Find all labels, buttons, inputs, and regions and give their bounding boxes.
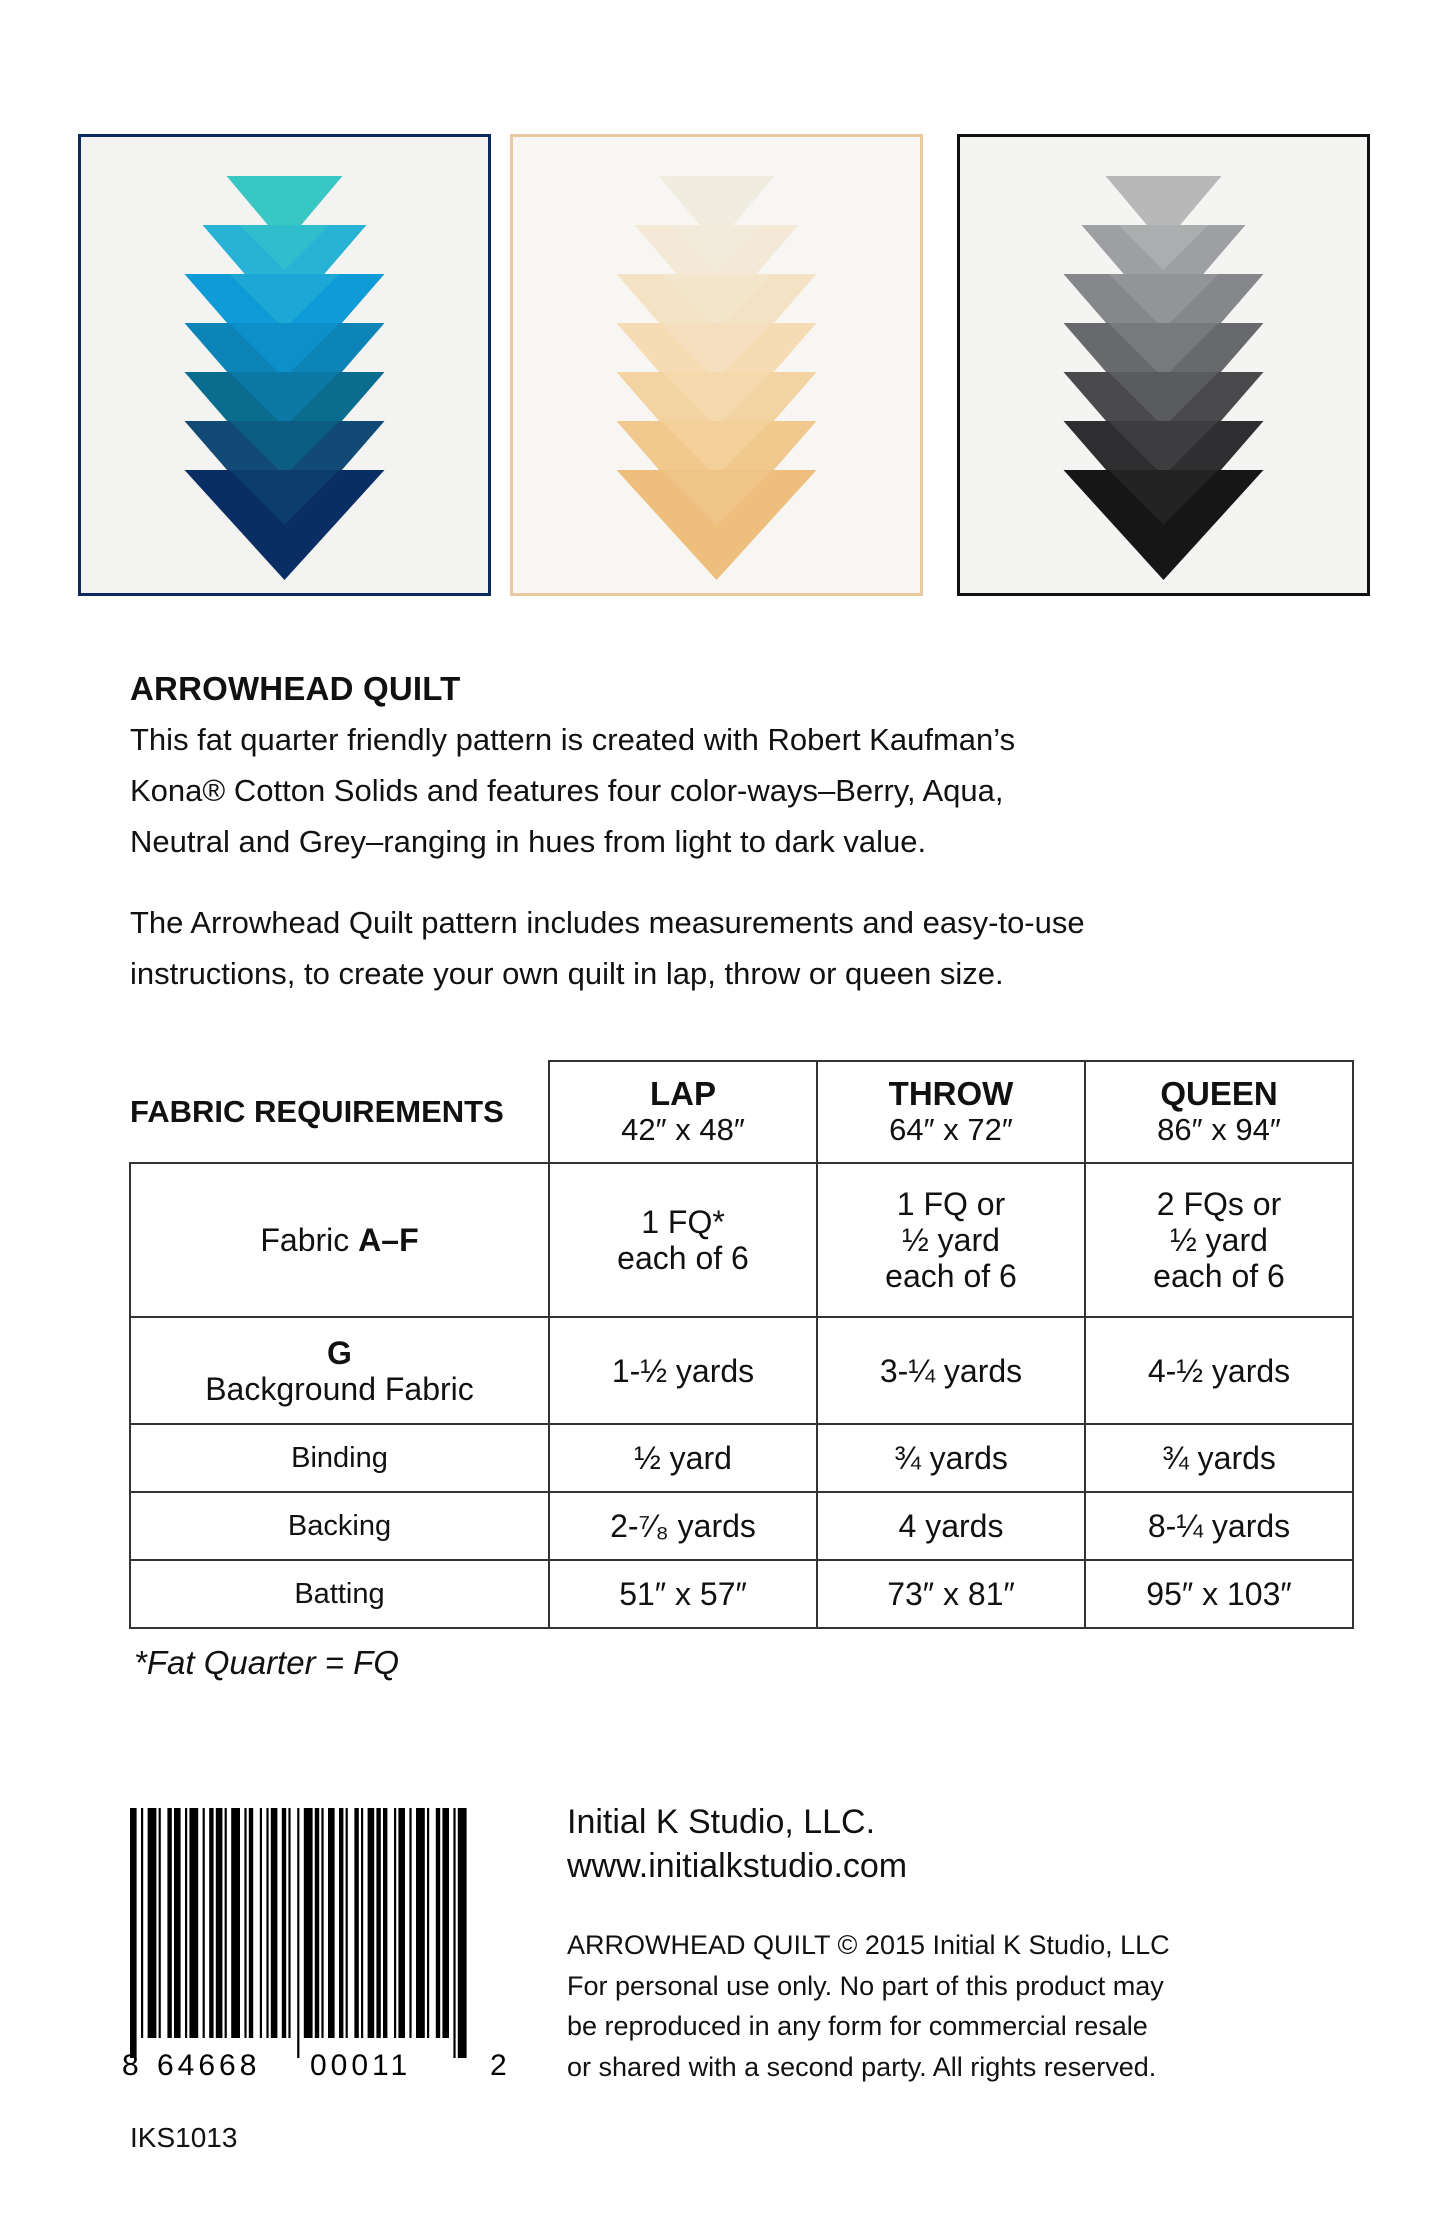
table-row-backing xyxy=(130,1492,1353,1560)
cell-throw: ¾ yards xyxy=(817,1424,1085,1492)
barcode-bar xyxy=(394,1808,396,2038)
cell-throw: 73″ x 81″ xyxy=(817,1560,1085,1628)
cell-lap: 1-½ yards xyxy=(549,1317,817,1424)
neutral-quilt-image xyxy=(510,134,923,596)
row-label-backing: Backing xyxy=(130,1492,549,1560)
cell-lap: 51″ x 57″ xyxy=(549,1560,817,1628)
barcode-bar xyxy=(159,1808,161,2038)
legal-line: be reproduced in any form for commercial resale xyxy=(567,2011,1148,2041)
legal-line: ARROWHEAD QUILT © 2015 Initial K Studio, LLC xyxy=(567,1930,1170,1960)
barcode-bar xyxy=(288,1808,290,2038)
barcode-bar xyxy=(266,1808,268,2038)
size-name: LAP xyxy=(650,1075,716,1112)
barcode-bar xyxy=(271,1808,278,2038)
cell-line: each of 6 xyxy=(1153,1258,1285,1294)
size-dims: 86″ x 94″ xyxy=(1157,1112,1281,1147)
cell-throw: 3-¼ yards xyxy=(817,1317,1085,1424)
label-bold: A–F xyxy=(358,1222,419,1258)
legal-line: or shared with a second party. All rights reserved. xyxy=(567,2051,1157,2082)
cell-line: ½ yard xyxy=(902,1222,1000,1258)
barcode xyxy=(120,1805,520,2085)
company-name: Initial K Studio, LLC. xyxy=(567,1803,876,1841)
barcode-bar xyxy=(315,1808,319,2038)
table-row-fabric-af xyxy=(130,1163,1353,1317)
cell-throw xyxy=(817,1163,1085,1317)
barcode-bar xyxy=(189,1808,198,2038)
intro-paragraph-1 xyxy=(130,714,1330,867)
cell-lap xyxy=(549,1163,817,1317)
legal-notice xyxy=(567,1925,1170,2087)
barcode-digit: 8 xyxy=(122,2049,139,2082)
size-dims: 42″ x 48″ xyxy=(621,1112,745,1147)
table-row-batting xyxy=(130,1560,1353,1628)
barcode-bar xyxy=(339,1808,343,2038)
size-name: QUEEN xyxy=(1160,1075,1278,1112)
barcode-bar xyxy=(244,1808,246,2038)
barcode-bar xyxy=(427,1808,429,2038)
table-row-binding xyxy=(130,1424,1353,1492)
size-dims: 64″ x 72″ xyxy=(889,1112,1013,1147)
barcode-bar xyxy=(130,1808,137,2058)
barcode-bar xyxy=(225,1808,227,2038)
cell-line: each of 6 xyxy=(885,1258,1017,1294)
barcode-bar xyxy=(185,1808,187,2038)
barcode-bar xyxy=(260,1808,262,2038)
barcode-bar xyxy=(231,1808,240,2038)
fabric-requirements-table xyxy=(129,1060,1354,1629)
cell-lap: 2-⁷⁄₈ yards xyxy=(549,1492,817,1560)
table-header-row xyxy=(130,1061,1353,1163)
barcode-bar xyxy=(203,1808,205,2038)
barcode-bar xyxy=(174,1808,181,2038)
cell-line: each of 6 xyxy=(617,1240,749,1276)
intro-section xyxy=(130,664,1330,999)
legal-line: For personal use only. No part of this product may xyxy=(567,1970,1164,2001)
aqua-quilt-image xyxy=(78,134,491,596)
size-header-lap xyxy=(549,1061,817,1163)
row-label-background xyxy=(130,1317,549,1424)
barcode-bar xyxy=(304,1808,313,2038)
cell-queen: 8-¼ yards xyxy=(1085,1492,1353,1560)
cell-queen: 95″ x 103″ xyxy=(1085,1560,1353,1628)
cell-queen: 4-½ yards xyxy=(1085,1317,1353,1424)
cell-line: 1 FQ or xyxy=(896,1186,1006,1222)
size-header-queen xyxy=(1085,1061,1353,1163)
footnote: *Fat Quarter = FQ xyxy=(134,1644,399,1681)
pattern-title: ARROWHEAD QUILT xyxy=(130,670,461,707)
barcode-bar xyxy=(416,1808,425,2038)
barcode-bar xyxy=(354,1808,358,2038)
label-text: Background Fabric xyxy=(205,1370,474,1407)
intro-line: Kona® Cotton Solids and features four color-ways–Berry, Aqua, xyxy=(130,773,1004,808)
barcode-bar xyxy=(453,1808,455,2058)
barcode-bar xyxy=(148,1808,157,2038)
barcode-bar xyxy=(442,1808,449,2038)
barcode-bar xyxy=(321,1808,323,2038)
barcode-bar xyxy=(249,1808,253,2038)
barcode-bar xyxy=(368,1808,375,2038)
row-label-batting: Batting xyxy=(130,1560,549,1628)
barcode-bar xyxy=(398,1808,405,2038)
barcode-bar xyxy=(167,1808,171,2038)
intro-paragraph-2 xyxy=(130,897,1330,999)
barcode-bar xyxy=(328,1808,335,2038)
size-name: THROW xyxy=(888,1075,1014,1112)
barcode-bar xyxy=(141,1808,143,2038)
label-prefix: Fabric xyxy=(260,1222,359,1258)
barcode-bar xyxy=(458,1808,467,2058)
cell-queen xyxy=(1085,1163,1353,1317)
barcode-bar xyxy=(297,1808,299,2058)
barcode-bar xyxy=(346,1808,348,2038)
barcode-digits: 64668 xyxy=(157,2049,261,2082)
cell-line: 2 FQs or xyxy=(1156,1186,1282,1222)
cell-line: 1 FQ* xyxy=(641,1204,725,1240)
barcode-bar xyxy=(409,1808,411,2038)
barcode-graphic xyxy=(120,1805,520,2085)
company-info xyxy=(567,1800,907,1888)
barcode-digit: 2 xyxy=(490,2049,507,2082)
intro-line: The Arrowhead Quilt pattern includes measurements and easy-to-use xyxy=(130,905,1085,940)
table-row-background xyxy=(130,1317,1353,1424)
barcode-bar xyxy=(282,1808,286,2038)
company-website[interactable]: www.initialkstudio.com xyxy=(567,1847,908,1885)
cell-throw: 4 yards xyxy=(817,1492,1085,1560)
barcode-bar xyxy=(376,1808,380,2038)
table-heading: FABRIC REQUIREMENTS xyxy=(130,1061,549,1163)
label-bold: G xyxy=(327,1334,352,1371)
product-sku: IKS1013 xyxy=(130,2122,238,2153)
barcode-bar xyxy=(216,1808,223,2038)
intro-line: This fat quarter friendly pattern is created with Robert Kaufman’s xyxy=(130,722,1016,757)
cell-lap: ½ yard xyxy=(549,1424,817,1492)
cell-line: ½ yard xyxy=(1170,1222,1268,1258)
intro-line: instructions, to create your own quilt in lap, throw or queen size. xyxy=(130,956,1004,991)
row-label-binding: Binding xyxy=(130,1424,549,1492)
barcode-digits: 00011 xyxy=(310,2049,412,2082)
grey-quilt-image xyxy=(957,134,1370,596)
barcode-bar xyxy=(209,1808,213,2038)
barcode-bar xyxy=(383,1808,387,2038)
size-header-throw xyxy=(817,1061,1085,1163)
intro-line: Neutral and Grey–ranging in hues from light to dark value. xyxy=(130,824,927,859)
row-label-fabric-af xyxy=(130,1163,549,1317)
cell-queen: ¾ yards xyxy=(1085,1424,1353,1492)
barcode-bar xyxy=(361,1808,363,2038)
barcode-bar xyxy=(436,1808,440,2038)
